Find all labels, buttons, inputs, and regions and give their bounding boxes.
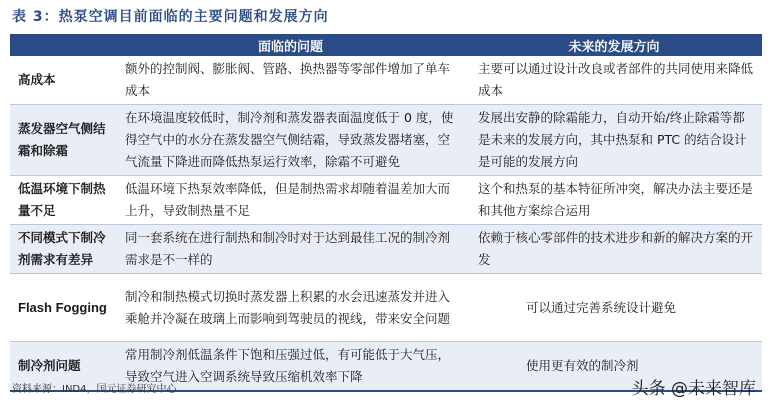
table-title: 表 3：热泵空调目前面临的主要问题和发展方向 [12,9,329,25]
row-label: 不同模式下制冷剂需求有差异 [10,225,115,274]
table-row [10,274,762,342]
issues-table [10,34,762,392]
row-direction: 发展出安静的除霜能力，自动开始/终止除霜等都是未来的发展方向，其中热泵和 PTC 的结合设计是可能的发展方向 [466,105,762,176]
row-direction: 这个和热泵的基本特征所冲突，解决办法主要还是和其他方案综合运用 [466,176,762,225]
row-issue: 低温环境下热泵效率降低，但是制热需求却随着温差加大而上升，导致制热量不足 [115,176,466,225]
header-direction: 未来的发展方向 [466,34,762,56]
table-row [10,225,762,274]
row-direction: 使用更有效的制冷剂 [466,342,762,392]
row-direction: 依赖于核心零部件的技术进步和新的解决方案的开发 [466,225,762,274]
row-direction: 可以通过完善系统设计避免 [466,274,762,342]
table-header-row [10,34,762,56]
row-issue: 制冷和制热模式切换时蒸发器上积累的水会迅速蒸发并进入乘舱并冷凝在玻璃上而影响到驾驶员的视线，带来安全问题 [115,274,466,342]
row-label: 低温环境下制热量不足 [10,176,115,225]
table-row [10,176,762,225]
table-row [10,105,762,176]
row-label: 蒸发器空气侧结霜和除霜 [10,105,115,176]
header-issues: 面临的问题 [115,34,466,56]
row-issue: 在环境温度较低时，制冷剂和蒸发器表面温度低于 0 度，使得空气中的水分在蒸发器空气侧结霜，导致蒸发器堵塞，空气流量下降进而降低热泵运行效率，除霜不可避免 [115,105,466,176]
row-issue: 常用制冷剂低温条件下饱和压强过低，有可能低于大气压，导致空气进入空调系统导致压缩机效率下降 [115,342,466,392]
row-label: Flash Fogging [10,274,115,342]
row-issue: 额外的控制阀、膨胀阀、管路、换热器等零部件增加了单车成本 [115,56,466,105]
row-issue: 同一套系统在进行制热和制冷时对于达到最佳工况的制冷剂需求是不一样的 [115,225,466,274]
source-note: 资料来源：IND4，国元证券研究中心 [12,384,177,395]
row-label: 高成本 [10,56,115,105]
header-empty [10,34,115,56]
watermark: 头条 @未来智库 [631,379,756,399]
row-direction: 主要可以通过设计改良或者部件的共同使用来降低成本 [466,56,762,105]
row-label: 制冷剂问题 [10,342,115,392]
table-row [10,56,762,105]
